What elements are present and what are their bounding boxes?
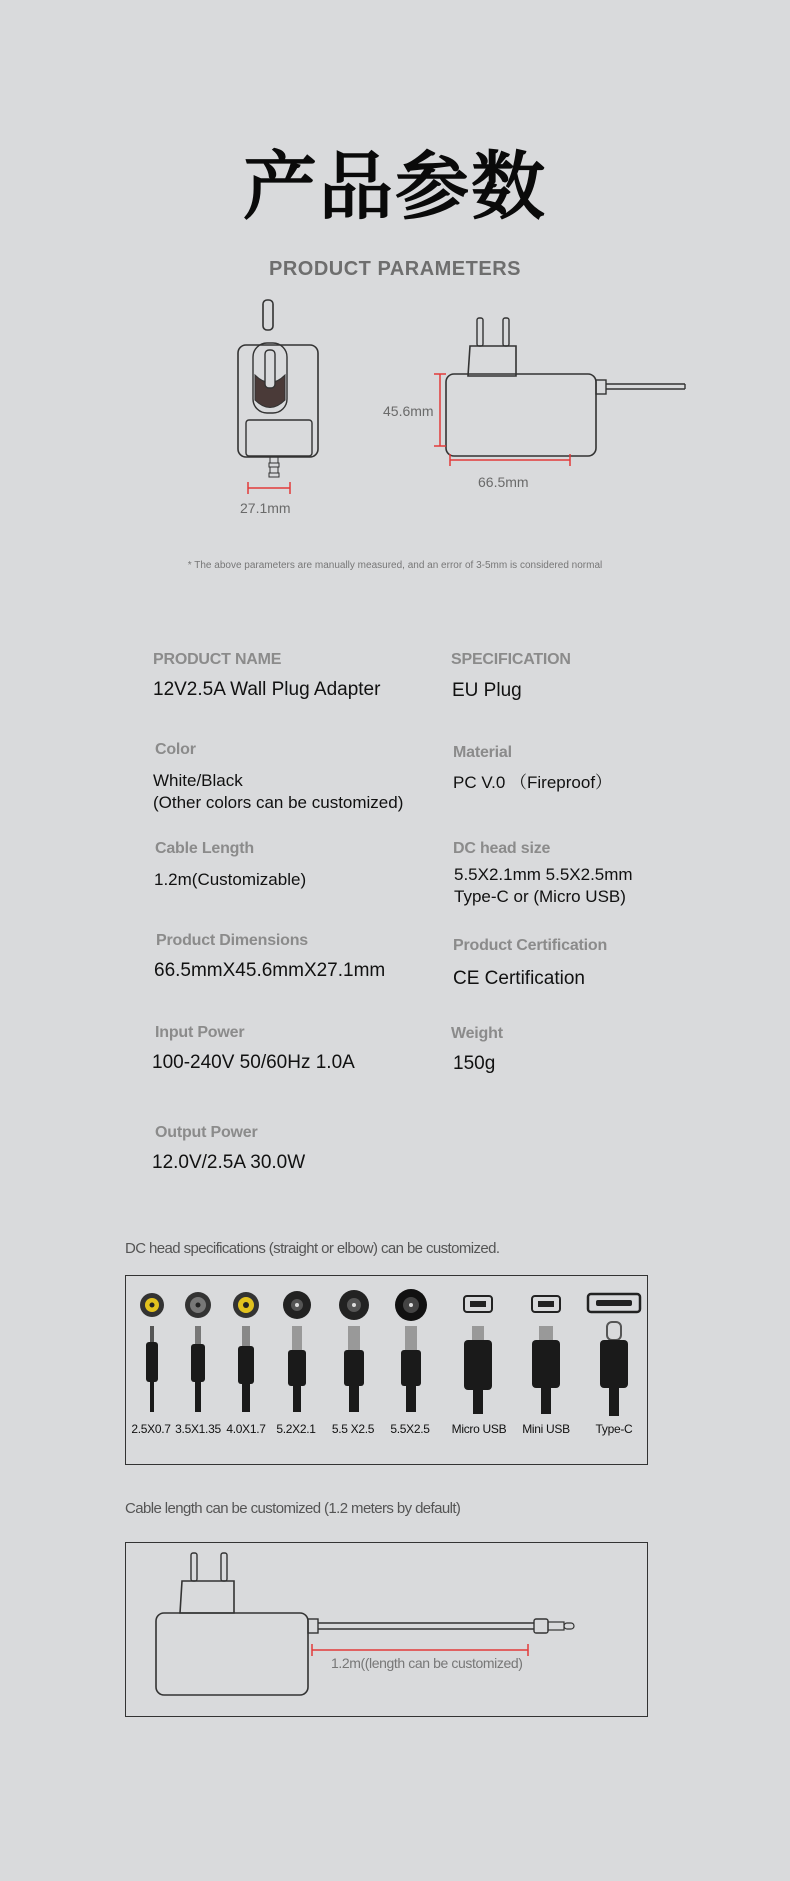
cable-length-note: 1.2m((length can be customized) <box>331 1655 523 1671</box>
barrel-connector-5 <box>339 1290 369 1412</box>
barrel-connector-4 <box>283 1291 311 1412</box>
adapter-side-drawing <box>430 310 690 470</box>
dc-connectors-drawing <box>126 1276 646 1426</box>
page-title-en: PRODUCT PARAMETERS <box>269 258 521 280</box>
page-title-cn: 产品参数 <box>243 144 547 230</box>
spec-certification-label: Product Certification <box>453 937 608 954</box>
connector-label-2: 3.5X1.35 <box>175 1422 221 1436</box>
barrel-connector-6 <box>395 1289 427 1412</box>
type-c-connector <box>588 1294 640 1416</box>
dimension-height-label: 45.6mm <box>383 403 434 419</box>
spec-dc-head-value: 5.5X2.1mm 5.5X2.5mm Type-C or (Micro USB) <box>454 865 633 906</box>
connector-label-4: 5.2X2.1 <box>276 1422 316 1436</box>
connector-label-3: 4.0X1.7 <box>226 1422 266 1436</box>
dc-section-caption: DC head specifications (straight or elbow) can be customized. <box>125 1240 500 1257</box>
adapter-cable-drawing <box>126 1543 646 1713</box>
spec-certification-value: CE Certification <box>453 968 585 989</box>
spec-dimensions-label: Product Dimensions <box>156 932 308 949</box>
spec-cable-length-value: 1.2m(Customizable) <box>154 870 307 889</box>
spec-input-power-value: 100-240V 50/60Hz 1.0A <box>152 1052 355 1073</box>
spec-output-power-label: Output Power <box>155 1124 258 1141</box>
mini-usb-connector <box>532 1296 560 1414</box>
spec-color-value: White/Black (Other colors can be customized) <box>153 771 404 812</box>
spec-material-value: PC V.0 （Fireproof） <box>453 773 613 792</box>
connector-label-1: 2.5X0.7 <box>131 1422 171 1436</box>
spec-specification-label: SPECIFICATION <box>451 651 571 668</box>
micro-usb-connector <box>464 1296 492 1414</box>
barrel-connector-3 <box>233 1292 259 1412</box>
cable-section-caption: Cable length can be customized (1.2 meters by default) <box>125 1500 461 1517</box>
barrel-connector-2 <box>185 1292 211 1412</box>
spec-specification-value: EU Plug <box>452 680 522 701</box>
dc-connectors-box <box>125 1275 648 1465</box>
spec-product-name-value: 12V2.5A Wall Plug Adapter <box>153 679 381 700</box>
spec-product-name-label: PRODUCT NAME <box>153 651 282 668</box>
spec-material-label: Material <box>453 744 512 761</box>
connector-label-6: 5.5X2.5 <box>390 1422 430 1436</box>
cable-length-box <box>125 1542 648 1717</box>
connector-label-mini-usb: Mini USB <box>522 1422 570 1436</box>
spec-weight-value: 150g <box>453 1053 496 1074</box>
connector-label-type-c: Type-C <box>595 1422 633 1436</box>
barrel-connector-1 <box>140 1293 164 1412</box>
spec-cable-length-label: Cable Length <box>155 840 254 857</box>
spec-output-power-value: 12.0V/2.5A 30.0W <box>152 1152 306 1173</box>
connector-label-5: 5.5 X2.5 <box>331 1422 375 1436</box>
spec-weight-label: Weight <box>451 1025 503 1042</box>
dimension-width-label: 27.1mm <box>240 500 291 516</box>
measurement-note: * The above parameters are manually measured, and an error of 3-5mm is considered normal <box>187 560 603 571</box>
dimension-length-label: 66.5mm <box>478 474 529 490</box>
spec-color-label: Color <box>155 741 196 758</box>
adapter-front-drawing <box>220 295 320 495</box>
spec-dimensions-value: 66.5mmX45.6mmX27.1mm <box>154 960 386 981</box>
connector-label-micro-usb: Micro USB <box>451 1422 507 1436</box>
spec-dc-head-label: DC head size <box>453 840 551 857</box>
spec-input-power-label: Input Power <box>155 1024 245 1041</box>
